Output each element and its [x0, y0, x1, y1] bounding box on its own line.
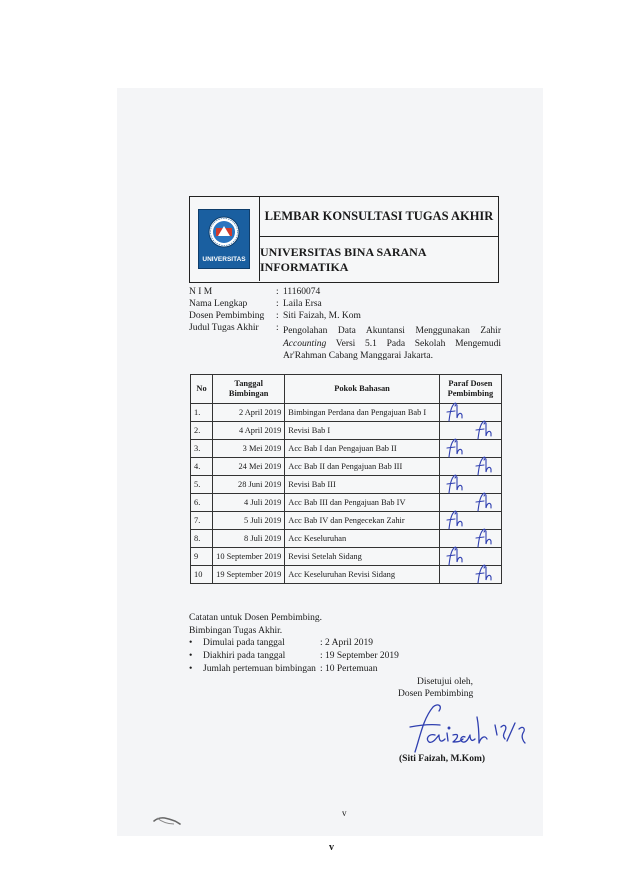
page-mark-top: v	[342, 808, 347, 818]
row-date: 19 September 2019	[213, 566, 285, 584]
logo-cell	[190, 197, 260, 281]
row-topic: Acc Bab I dan Pengajuan Bab II	[285, 440, 439, 458]
table-row	[191, 404, 502, 422]
table-row	[191, 566, 502, 584]
header-topic: Pokok Bahasan	[285, 375, 439, 404]
meeting-count-value: : 10 Pertemuan	[320, 664, 378, 674]
signer-name: (Siti Faizah, M.Kom)	[399, 754, 486, 764]
row-number: 6.	[191, 494, 213, 512]
row-number: 2.	[191, 422, 213, 440]
table-row	[191, 476, 502, 494]
paraf-initials-icon	[445, 545, 465, 567]
header-date: Tanggal Bimbingan	[213, 375, 285, 404]
paraf-initials-icon	[445, 509, 465, 531]
bullet-icon: •	[189, 638, 193, 648]
smudge-icon	[152, 812, 182, 828]
row-topic: Acc Keseluruhan	[285, 530, 439, 548]
paraf-initials-icon	[474, 527, 494, 549]
paraf-initials-icon	[445, 401, 465, 423]
row-number: 8.	[191, 530, 213, 548]
start-date-value: : 2 April 2019	[320, 638, 374, 648]
row-topic: Revisi Bab I	[285, 422, 439, 440]
header-no: No	[191, 375, 213, 404]
header-paraf: Paraf Dosen Pembimbing	[439, 375, 501, 404]
approved-by: Disetujui oleh,	[417, 677, 473, 687]
table-row	[191, 512, 502, 530]
university-logo	[198, 209, 250, 269]
document-header	[189, 196, 499, 283]
row-date: 8 Juli 2019	[213, 530, 285, 548]
row-number: 10	[191, 566, 213, 584]
table-row	[191, 440, 502, 458]
name-label: Nama Lengkap	[189, 299, 248, 309]
page-mark-bottom: v	[329, 842, 334, 853]
row-number: 7.	[191, 512, 213, 530]
row-number: 3.	[191, 440, 213, 458]
row-date: 28 Juni 2019	[213, 476, 285, 494]
document-title: LEMBAR KONSULTASI TUGAS AKHIR	[260, 197, 498, 237]
row-date: 3 Mei 2019	[213, 440, 285, 458]
row-topic: Acc Bab II dan Pengajuan Bab III	[285, 458, 439, 476]
row-number: 1.	[191, 404, 213, 422]
thesis-title-label: Judul Tugas Akhir	[189, 323, 259, 333]
paraf-initials-icon	[474, 455, 494, 477]
nim-label: N I M	[189, 287, 213, 297]
paraf-initials-icon	[445, 473, 465, 495]
row-paraf	[439, 566, 501, 584]
paraf-initials-icon	[445, 437, 465, 459]
row-date: 4 April 2019	[213, 422, 285, 440]
approver-role: Dosen Pembimbing	[398, 689, 474, 699]
start-date-label: Dimulai pada tanggal	[203, 638, 285, 648]
row-date: 2 April 2019	[213, 404, 285, 422]
row-number: 4.	[191, 458, 213, 476]
consultation-table	[190, 374, 502, 584]
name-value: Laila Ersa	[283, 299, 322, 309]
logo-text: UNIVERSITAS	[202, 256, 246, 263]
row-topic: Revisi Bab III	[285, 476, 439, 494]
advisor-label: Dosen Pembimbing	[189, 311, 265, 321]
table-header-row	[191, 375, 502, 404]
row-topic: Acc Bab IV dan Pengecekan Zahir	[285, 512, 439, 530]
nim-value: 11160074	[283, 287, 321, 297]
paraf-initials-icon	[474, 563, 494, 585]
thesis-title-value: Pengolahan Data Akuntansi Menggunakan Zahir Accounting Versi 5.1 Pada Sekolah Mengemudi Ar'Rahman Cabang Manggarai Jakarta.	[283, 326, 501, 361]
paraf-initials-icon	[474, 419, 494, 441]
bullet-icon: •	[189, 664, 193, 674]
bullet-icon: •	[189, 651, 193, 661]
university-name: UNIVERSITAS BINA SARANA INFORMATIKA	[260, 244, 426, 274]
notes-line2: Bimbingan Tugas Akhir.	[189, 626, 283, 636]
row-topic: Acc Bab III dan Pengajuan Bab IV	[285, 494, 439, 512]
row-topic: Bimbingan Perdana dan Pengajuan Bab I	[285, 404, 439, 422]
row-topic: Acc Keseluruhan Revisi Sidang	[285, 566, 439, 584]
notes-line1: Catatan untuk Dosen Pembimbing.	[189, 613, 322, 623]
meeting-count-label: Jumlah pertemuan bimbingan	[203, 664, 316, 674]
table-row	[191, 548, 502, 566]
end-date-value: : 19 September 2019	[320, 651, 399, 661]
row-number: 9	[191, 548, 213, 566]
row-date: 5 Juli 2019	[213, 512, 285, 530]
row-date: 24 Mei 2019	[213, 458, 285, 476]
row-number: 5.	[191, 476, 213, 494]
row-date: 4 Juli 2019	[213, 494, 285, 512]
row-date: 10 September 2019	[213, 548, 285, 566]
row-topic: Revisi Setelah Sidang	[285, 548, 439, 566]
signature-icon	[395, 697, 545, 757]
advisor-value: Siti Faizah, M. Kom	[283, 311, 361, 321]
paraf-initials-icon	[474, 491, 494, 513]
end-date-label: Diakhiri pada tanggal	[203, 651, 286, 661]
